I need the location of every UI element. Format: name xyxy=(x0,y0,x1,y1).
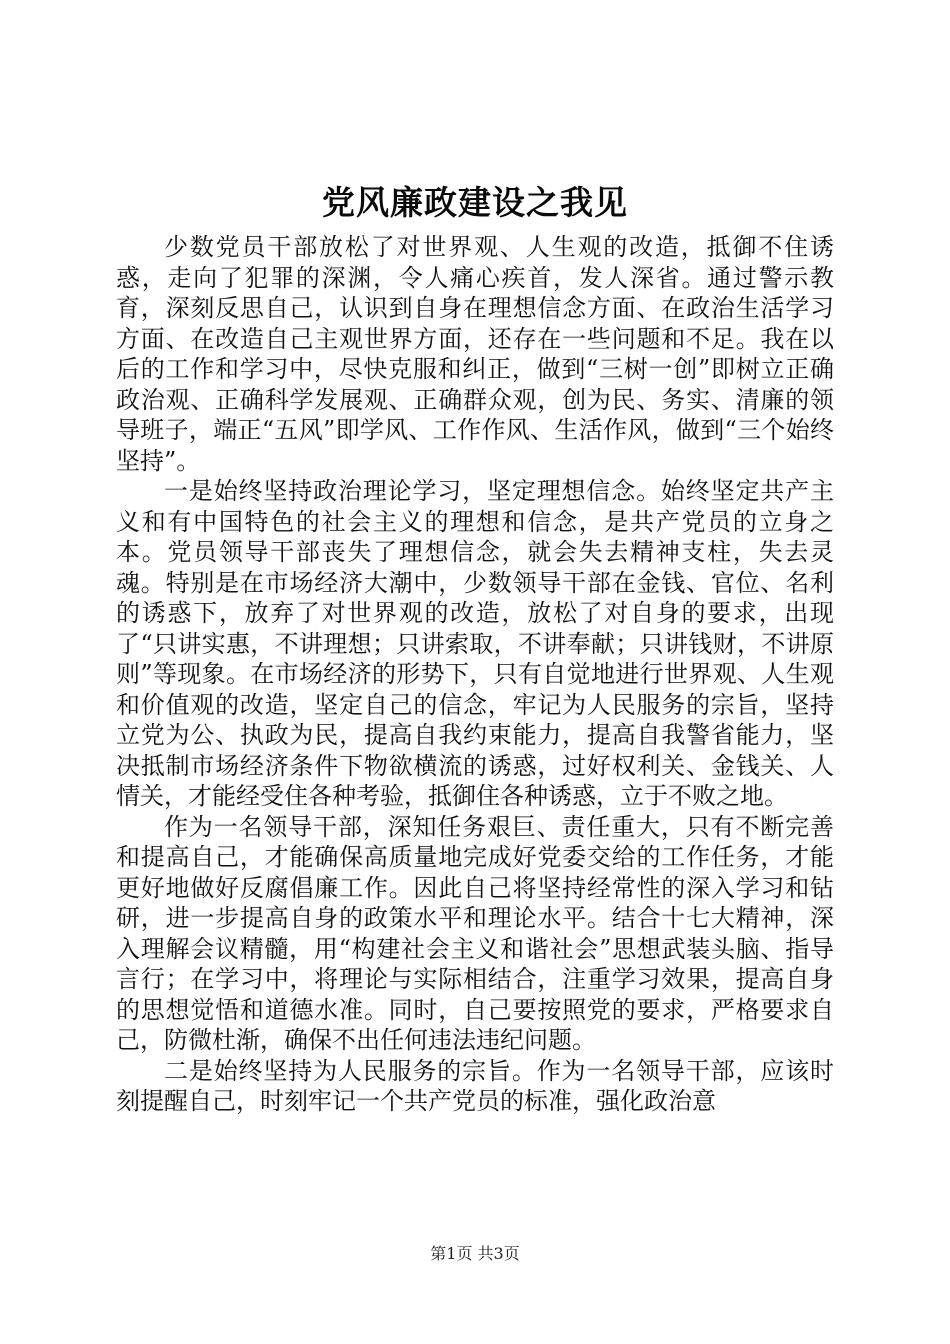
document-body xyxy=(116,232,834,1117)
paragraph-2: 一是始终坚持政治理论学习，坚定理想信念。始终坚定共产主义和有中国特色的社会主义的理想和信念，是共产党员的立身之本。党员领导干部丧失了理想信念，就会失去精神支柱，失去灵魂。特别是在市场经济大潮中，少数领导干部在金钱、官位、名利的诱惑下，放弃了对世界观的改造，放松了对自身的要求，出现了“只讲实惠，不讲理想；只讲索取，不讲奉献；只讲钱财，不讲原则”等现象。在市场经济的形势下，只有自觉地进行世界观、人生观和价值观的改造，坚定自己的信念，牢记为人民服务的宗旨，坚持立党为公、执政为民，提高自我约束能力，提高自我警省能力，坚决抵制市场经济条件下物欲横流的诱惑，过好权利关、金钱关、人情关，才能经受住各种考验，抵御住各种诱惑，立于不败之地。 xyxy=(116,477,834,810)
paragraph-4: 二是始终坚持为人民服务的宗旨。作为一名领导干部，应该时刻提醒自己，时刻牢记一个共产党员的标准，强化政治意 xyxy=(116,1056,834,1115)
page-footer: 第1页 共3页 xyxy=(430,1244,520,1263)
paragraph-1: 少数党员干部放松了对世界观、人生观的改造，抵御不住诱惑，走向了犯罪的深渊，令人痛心疾首，发人深省。通过警示教育，深刻反思自己，认识到自身在理想信念方面、在政治生活学习方面、在改造自己主观世界方面，还存在一些问题和不足。我在以后的工作和学习中，尽快克服和纠正，做到“三树一创”即树立正确政治观、正确科学发展观、正确群众观，创为民、务实、清廉的领导班子，端正“五风”即学风、工作作风、生活作风，做到“三个始终坚持”。 xyxy=(116,233,834,475)
document-title: 党风廉政建设之我见 xyxy=(322,183,628,222)
paragraph-3: 作为一名领导干部，深知任务艰巨、责任重大，只有不断完善和提高自己，才能确保高质量地完成好党委交给的工作任务，才能更好地做好反腐倡廉工作。因此自己将坚持经常性的深入学习和钻研，进一步提高自身的政策水平和理论水平。结合十七大精神，深入理解会议精髓，用“构建社会主义和谐社会”思想武装头脑、指导言行；在学习中，将理论与实际相结合，注重学习效果，提高自身的思想觉悟和道德水准。同时，自己要按照党的要求，严格要求自己，防微杜渐，确保不出任何违法违纪问题。 xyxy=(116,812,834,1054)
